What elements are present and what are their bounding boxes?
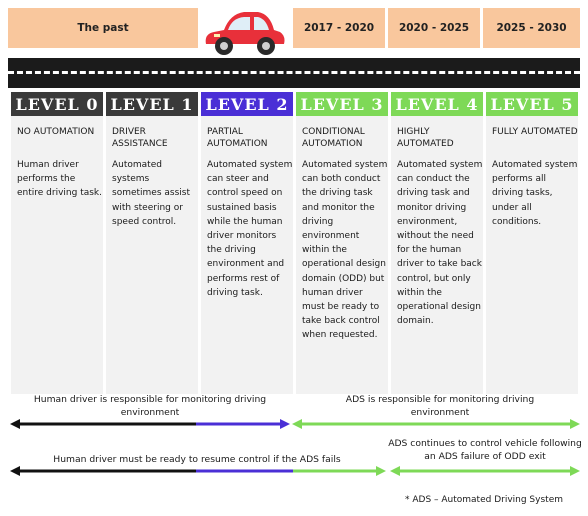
ads-monitor-arrowhead-left [292,419,302,429]
level-0-header: LEVEL 0 [11,92,103,116]
human-ready-arrowhead-left [10,466,20,476]
level-5-description: Automated system performs all driving tasks, under all conditions. [492,160,578,227]
timeline-period-label: 2020 - 2025 [398,22,470,34]
level-2-title: PARTIAL AUTOMATION [207,127,268,149]
ads-continues-arrowhead-right [570,466,580,476]
level-1-header: LEVEL 1 [106,92,198,116]
ads-monitor-arrowhead-right [570,419,580,429]
timeline-past-label: The past [77,22,129,34]
level-1-description: Automated systems sometimes assist with steering or speed control. [112,160,190,227]
level-4-header: LEVEL 4 [391,92,483,116]
level-0-description: Human driver performs the entire driving task. [17,160,102,199]
human-monitor-text: Human driver is responsible for monitoring driving environment [33,394,267,418]
human-monitor-arrowhead-left [10,419,20,429]
level-5-title: FULLY AUTOMATED [492,127,578,137]
level-3-header: LEVEL 3 [296,92,388,116]
level-3-description: Automated system can both conduct the driving task and monitor the driving environment within the operational design domain (ODD) but human driver must be ready to take back control when requested. [302,160,388,341]
level-2-description: Automated system can steer and control speed on sustained basis while the human driver monitors the driving environment and performs rest of driving task. [207,160,293,298]
level-4-description: Automated system can conduct the driving task and monitor driving environment, without the need for the human driver to take back control, but only within the operational design domain. [397,160,483,327]
level-0-title: NO AUTOMATION [17,127,95,137]
level-1-title: DRIVER ASSISTANCE [112,127,168,149]
human-ready-arrowhead-right [376,466,386,476]
ads-monitor-text: ADS is responsible for monitoring driving environment [345,394,535,418]
timeline-period-label: 2017 - 2020 [303,22,375,34]
level-2-header: LEVEL 2 [201,92,293,116]
footnote: * ADS – Automated Driving System [405,495,563,505]
human-monitor-arrowhead-right [280,419,290,429]
level-5-header: LEVEL 5 [486,92,578,116]
ads-continues-text: ADS continues to control vehicle following an ADS failure of ODD exit [388,438,582,462]
timeline-period-label: 2025 - 2030 [496,22,567,34]
ads-continues-arrowhead-left [390,466,400,476]
human-ready-text: Human driver must be ready to resume control if the ADS fails [53,454,341,465]
level-3-title: CONDITIONAL AUTOMATION [302,127,365,149]
level-4-title: HIGHLY AUTOMATED [397,127,454,149]
